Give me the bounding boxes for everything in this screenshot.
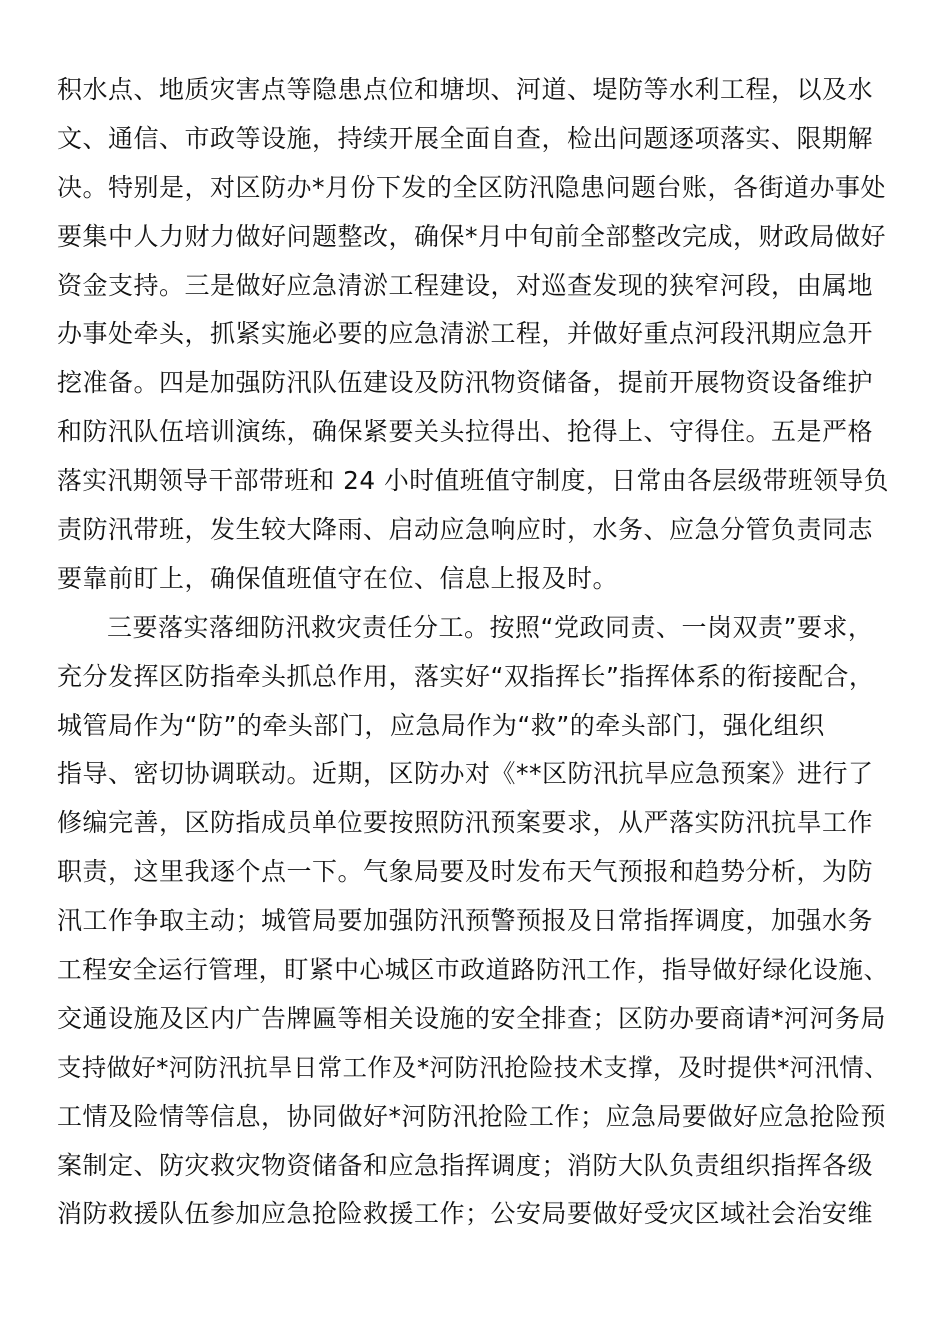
text-line: 支持做好*河防汛抗旱日常工作及*河防汛抢险技术支撑，及时提供*河汛情、: [57, 1052, 889, 1082]
text-line: 三要落实落细防汛救灾责任分工。按照“党政同责、一岗双责”要求，: [107, 612, 874, 642]
text-line: 决。特别是，对区防办*月份下发的全区防汛隐患问题台账，各街道办事处: [57, 172, 887, 202]
text-line: 工程安全运行管理，盯紧中心城区市政道路防汛工作，指导做好绿化设施、: [57, 955, 889, 985]
text-line: 和防汛队伍培训演练，确保紧要关头拉得出、抢得上、守得住。五是严格: [57, 417, 874, 447]
text-line: 消防救援队伍参加应急抢险救援工作；公安局要做好受灾区域社会治安维: [57, 1199, 874, 1229]
text-line: 案制定、防灾救灾物资储备和应急指挥调度；消防大队负责组织指挥各级: [57, 1150, 874, 1180]
paragraph-2: [57, 604, 893, 1240]
text-line: 城管局作为“防”的牵头部门，应急局作为“救”的牵头部门，强化组织: [57, 710, 825, 740]
text-line: 交通设施及区内广告牌匾等相关设施的安全排查；区防办要商请*河河务局: [57, 1003, 887, 1033]
paragraph-1: [57, 66, 893, 604]
text-line: 责防汛带班，发生较大降雨、启动应急响应时，水务、应急分管负责同志: [57, 515, 874, 545]
text-line: 职责，这里我逐个点一下。气象局要及时发布天气预报和趋势分析，为防: [57, 857, 874, 887]
body-text: [57, 66, 893, 1239]
text-line: 积水点、地质灾害点等隐患点位和塘坝、河道、堤防等水利工程，以及水: [57, 75, 874, 104]
text-line: 指导、密切协调联动。近期，区防办对《**区防汛抗旱应急预案》进行了: [57, 759, 874, 789]
text-line: 落实汛期领导干部带班和 24 小时值班值守制度，日常由各层级带班领导负: [57, 466, 889, 496]
text-line: 办事处牵头，抓紧实施必要的应急清淤工程，并做好重点河段汛期应急开: [57, 319, 874, 349]
text-line: 挖准备。四是加强防汛队伍建设及防汛物资储备，提前开展物资设备维护: [57, 368, 874, 398]
text-line: 修编完善，区防指成员单位要按照防汛预案要求，从严落实防汛抗旱工作: [57, 808, 874, 838]
text-line: 资金支持。三是做好应急清淤工程建设，对巡查发现的狭窄河段，由属地: [57, 270, 874, 300]
text-line: 汛工作争取主动；城管局要加强防汛预警预报及日常指挥调度，加强水务: [57, 906, 874, 936]
text-line: 要集中人力财力做好问题整改，确保*月中旬前全部整改完成，财政局做好: [57, 221, 887, 251]
text-line: 文、通信、市政等设施，持续开展全面自查，检出问题逐项落实、限期解: [57, 123, 874, 153]
text-line: 工情及险情等信息，协同做好*河防汛抢险工作；应急局要做好应急抢险预: [57, 1101, 887, 1131]
text-line: 要靠前盯上，确保值班值守在位、信息上报及时。: [57, 563, 619, 593]
text-line: 充分发挥区防指牵头抓总作用，落实好“双指挥长”指挥体系的衔接配合，: [57, 661, 875, 691]
